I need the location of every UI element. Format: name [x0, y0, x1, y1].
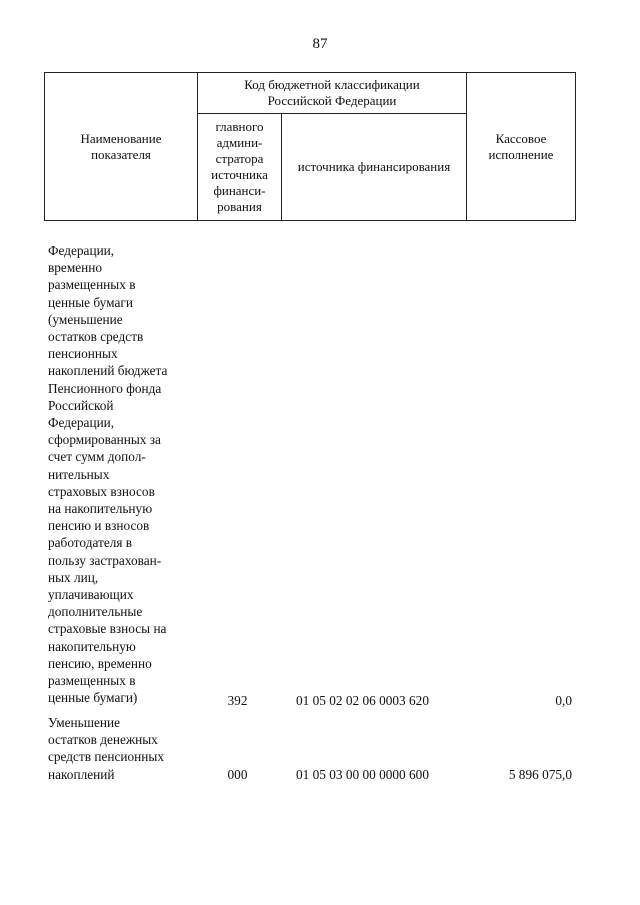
header-financing-source: источника финансирования: [297, 159, 451, 174]
table-row-source-code: 01 05 03 00 00 0000 600: [296, 767, 429, 782]
table-row-source-code: 01 05 02 02 06 0003 620: [296, 693, 429, 708]
header-main-administrator: главного админи- стратора источника финанси- рования: [211, 119, 268, 214]
table-row-amount: 0,0: [555, 693, 572, 708]
page-number: 87: [312, 36, 328, 52]
table-row-name: Уменьшение остатков денежных средств пенсионных накоплений: [48, 715, 164, 782]
header-cash-execution: Кассовое исполнение: [488, 130, 554, 162]
header-indicator-name: Наименование показателя: [80, 130, 162, 162]
table-header: [44, 72, 576, 221]
table-row-admin-code: 000: [227, 767, 248, 782]
table-row-name: Федерации, временно размещенных в ценные бумаги (уменьшение остатков средств пенсионных накоплений бюджета Пенсионного фонда Российской Федерации, сформированных за счет сумм допол- нительных страховых взносов на накопительную пенсию и взносов работодателя в пользу застрахован- ных лиц, уплачивающих дополнительные страховые взносы на накопительную пенсию, временно размещенных в ценные бумаги): [48, 243, 168, 706]
table-row-amount: 5 896 075,0: [508, 767, 572, 782]
header-budget-code-group: Код бюджетной классификации Российской Федерации: [244, 77, 420, 108]
table-row-admin-code: 392: [227, 693, 248, 708]
